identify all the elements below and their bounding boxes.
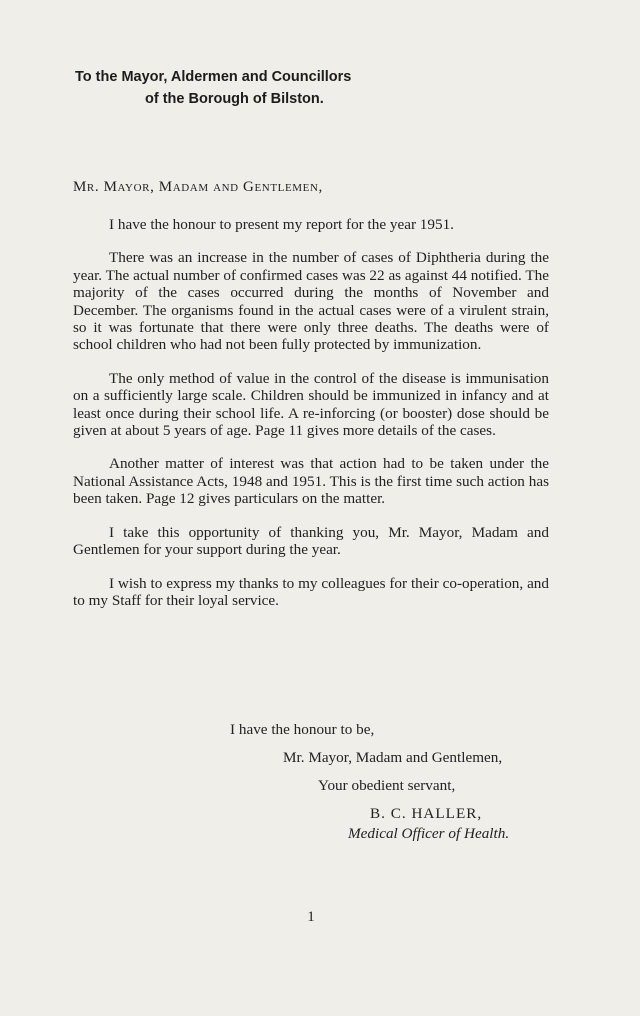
paragraph-2: There was an increase in the number of cases of Diphtheria during the year. The actual number of confirmed cases was 22 as against 44 notified. The majority of the cases occurred during the months of November and December. The organisms found in the actual cases were of a virulent strain, so it was fortunate that there were only three deaths. The deaths were of school children who had not been fully protected by immunization. [73, 249, 549, 354]
page-number: 1 [307, 909, 315, 925]
letter-body [73, 216, 549, 625]
closing-line-2: Mr. Mayor, Madam and Gentlemen, [283, 749, 503, 766]
address-block [75, 66, 351, 110]
paragraph-6: I wish to express my thanks to my colleagues for their co-operation, and to my Staff for their loyal service. [73, 574, 549, 609]
signature-title: Medical Officer of Health. [348, 825, 510, 842]
paragraph-5: I take this opportunity of thanking you, Mr. Mayor, Madam and Gentlemen for your support during the year. [73, 523, 549, 559]
salutation: Mr. Mayor, Madam and Gentlemen, [73, 179, 323, 195]
closing-line-1: I have the honour to be, [230, 721, 375, 738]
paragraph-1: I have the honour to present my report for the year 1951. [109, 216, 454, 233]
address-line-1: To the Mayor, Aldermen and Councillors [75, 69, 352, 85]
closing-line-3: Your obedient servant, [318, 777, 456, 794]
paragraph-3: The only method of value in the control of the disease is immunisation on a sufficiently large scale. Children should be immunized in infancy and at least once during their school life. A re-inforcing (or booster) dose should be given at about 5 years of age. Page 11 gives more details of the cases. [73, 369, 549, 440]
address-line-2: of the Borough of Bilston. [145, 91, 324, 107]
paragraph-4: Another matter of interest was that action had to be taken under the National Assistance Acts, 1948 and 1951. This is the first time such action has been taken. Page 12 gives particulars on the matter. [73, 455, 549, 508]
signature-name: B. C. HALLER, [370, 805, 483, 822]
